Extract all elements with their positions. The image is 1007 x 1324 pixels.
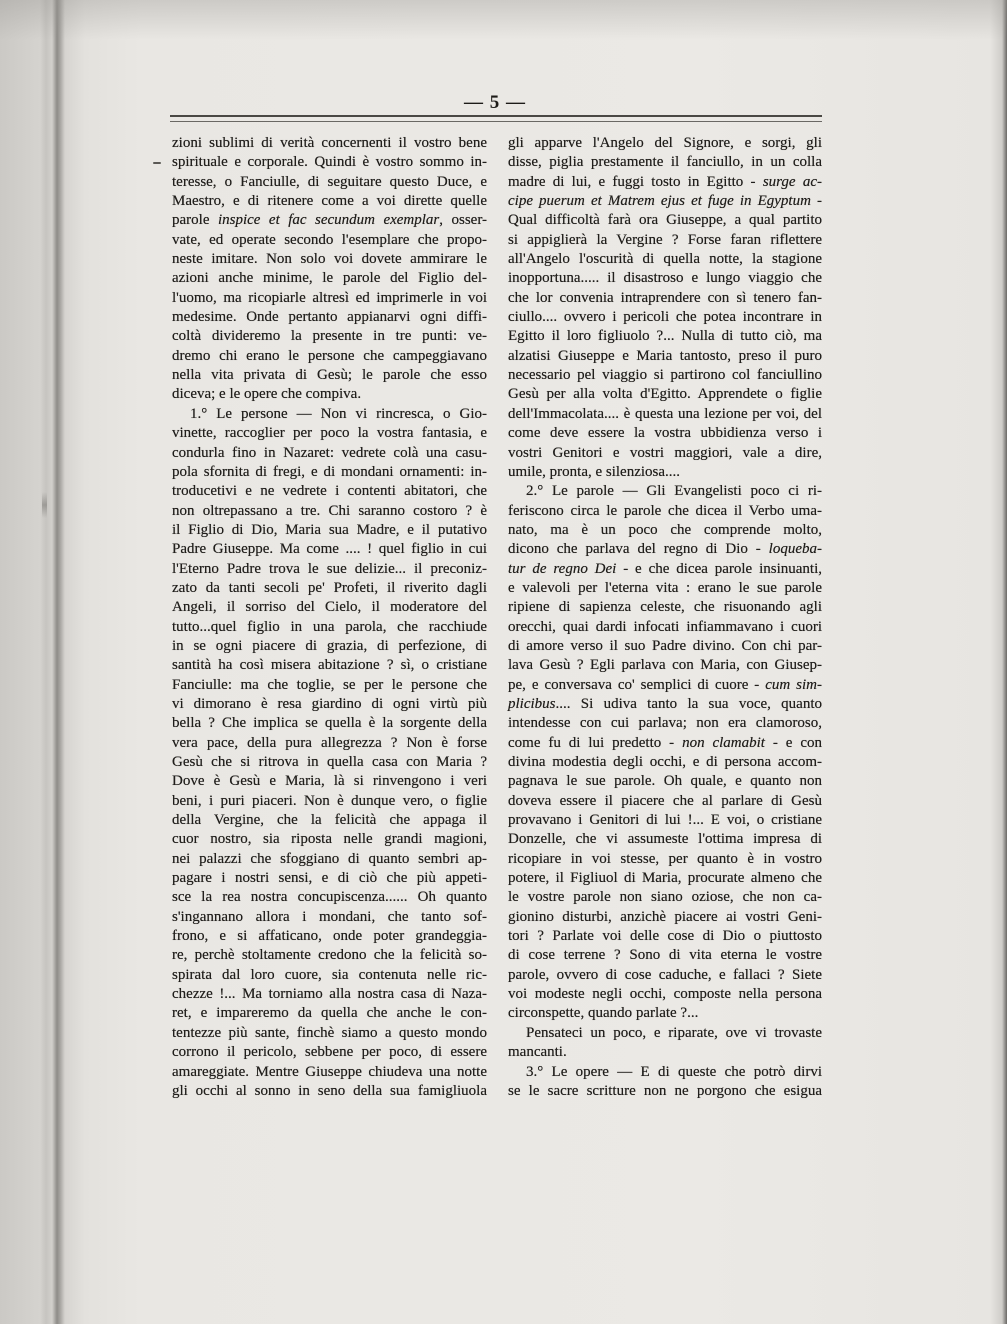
text-line: s'ingannano allora i mondani, che tanto sof-	[172, 908, 487, 925]
text-line: pagare i nostri sensi, e di ciò che più appeti-	[172, 870, 487, 887]
text-line	[172, 211, 487, 230]
text-line: gli apparve l'Angelo del Signore, e sorgi, gli	[508, 135, 822, 151]
text-line: beni, i puri piaceri. Non è dunque vero, o figlie	[172, 792, 487, 809]
text-line: di amore verso il suo Padre divino. Con chi par-	[508, 637, 822, 654]
text-line: zioni sublimi di verità concernenti il vostro bene	[172, 135, 487, 151]
scan-top-shadow	[0, 0, 1007, 40]
text-line	[508, 676, 822, 695]
latin-quote: plicibus	[508, 695, 556, 712]
text-line: all'Angelo l'oscurità di quella notte, la stagione	[508, 251, 822, 268]
text-line: coltà divideremo la presente in tre punti: ve-	[172, 328, 487, 345]
text-line: necessario pel viaggio si partirono col fanciullino	[508, 367, 822, 384]
text-line: dell'Immacolata.... è questa una lezione per voi, del	[508, 405, 822, 422]
text-line: alzatisi Giuseppe e Maria tantosto, preso il puro	[508, 347, 822, 364]
latin-quote: cipe puerum et Matrem ejus et fuge in Egyptum	[508, 193, 811, 210]
text-line: il Figlio di Dio, Maria sua Madre, e il putativo	[172, 521, 487, 538]
text-line: mancanti.	[508, 1044, 567, 1061]
text-line: e valevoli per l'eterna vita : erano le sue parole	[508, 579, 822, 596]
text-line: parole, ovvero di cose caduche, e fallaci ? Siete	[508, 966, 822, 983]
section-heading-line: 2.° Le parole — Gli Evangelisti poco ci ri-	[526, 483, 822, 500]
text-line: Egitto il loro figliuolo ?... Nulla di tutto ciò, ma	[508, 328, 822, 345]
text-line: pagnava le sue parole. Oh quale, e quanto non	[508, 773, 822, 790]
text-segment: dicono che parlava del regno di Dio -	[508, 541, 769, 558]
text-line: doveva essere il piacere che al parlare di Gesù	[508, 792, 822, 809]
text-line: l'uomo, ma ricopiarle altresì ed imprimerle in voi	[172, 289, 487, 306]
page-number: — 5 —	[464, 92, 526, 113]
text-segment: - e che dicea parole insinuanti,	[616, 560, 822, 577]
text-line: troducetivi e ne vedrete i contenti abitatori, che	[172, 483, 487, 500]
text-line: vi dimorano è resa giardino di ogni virtù più	[172, 695, 487, 712]
text-line: tentezze più sante, finchè siamo a questo mondo	[172, 1024, 487, 1041]
text-line: Padre Giuseppe. Ma come .... ! quel figlio in cui	[172, 541, 487, 558]
text-line: divina modestia degli occhi, e di persona accom-	[508, 754, 822, 770]
text-line: spirituale e corporale. Quindi è vostro sommo in-	[172, 154, 487, 171]
text-line: nella vita privata di Gesù; le parole che esso	[172, 367, 487, 384]
text-line: zato da tanti secoli pe' Profeti, il riverito dagli	[172, 579, 487, 596]
text-line: non oltrepassano a tre. Chi saranno costoro ? è	[172, 502, 487, 519]
text-line: le vostre parole non siano oziose, che non ca-	[508, 889, 822, 906]
right-column	[508, 134, 822, 1101]
latin-quote: cum sim-	[765, 676, 822, 693]
text-line	[508, 540, 822, 559]
latin-quote: non clamabit	[682, 734, 765, 751]
text-line: pola sfornita di fregi, e di mondani ornamenti: in-	[172, 463, 487, 480]
text-line: corrono il pericolo, sebbene per poco, di essere	[172, 1044, 487, 1061]
text-line: tori ? Parlate voi delle cose di Dio o piuttosto	[508, 928, 822, 945]
text-line	[508, 695, 822, 714]
text-line: Qual difficoltà farà ora Giuseppe, a qual partito	[508, 212, 822, 229]
text-line: gionino disturbi, anzichè piacere ai vostri Geni-	[508, 908, 822, 925]
text-line: disse, piglia prestamente il fanciullo, in un colla	[508, 154, 822, 171]
text-line: come deve essere la vostra ubbidienza verso i	[508, 425, 822, 442]
text-line: neste imitare. Non solo voi dovete ammirare le	[172, 251, 487, 268]
header-rule	[170, 115, 822, 122]
text-line	[508, 192, 822, 211]
section-heading-line: 1.° Le persone — Non vi rincresca, o Gio-	[190, 405, 487, 422]
text-line: santità ha così misera abitazione ? sì, o cristiane	[172, 657, 487, 674]
text-line: diceva; e le opere che compiva.	[172, 386, 362, 403]
text-line: amareggiate. Mentre Giuseppe chiudeva una notte	[172, 1063, 487, 1080]
text-line: umile, pronta, e silenziosa....	[508, 463, 681, 480]
left-column	[172, 134, 487, 1101]
text-line: Pensateci un poco, e riparate, ove vi trovaste	[526, 1024, 822, 1041]
text-line: ripiene di sapienza celeste, che risuonando agli	[508, 599, 822, 616]
margin-mark	[153, 162, 161, 164]
text-segment: come fu di lui predetto -	[508, 734, 683, 751]
text-line: teresse, o Fanciulle, di seguitare questo Duce, e	[172, 173, 487, 190]
text-line: potere, il Figliuol di Maria, procurate almeno che	[508, 870, 822, 887]
text-line: feriscono circa le parole che dicea il Verbo uma-	[508, 502, 822, 519]
text-line	[508, 734, 822, 753]
text-line: circonspette, quando parlate ?...	[508, 1005, 699, 1022]
text-line: vinette, raccoglier per poco la vostra fantasia, e	[172, 425, 487, 442]
text-line: dremo chi erano le persone che campeggiavano	[172, 347, 487, 364]
text-line: cuor nostro, sia riposta nelle grandi magioni,	[172, 831, 487, 848]
text-line: medesime. Onde pertanto appianarvi ogni diffi-	[172, 309, 487, 326]
latin-quote: inspice et fac secundum exemplar	[217, 212, 440, 229]
text-line: Dove è Gesù e Maria, là si rinvengono i veri	[172, 773, 487, 790]
text-segment: .... Si udiva tanto la sua voce, quanto	[555, 695, 822, 712]
text-line: bella ? Che implica se quella è la sorgente della	[172, 715, 487, 732]
text-line: in se ogni piacere di grazia, di perfezione, di	[172, 637, 487, 654]
text-segment: -	[810, 193, 823, 210]
text-line	[508, 560, 822, 579]
text-line: che lor convenia intraprendere con sì tenero fan-	[508, 289, 822, 306]
text-line: re, perchè stoltamente credono che la felicità so-	[172, 947, 487, 964]
text-segment: , osser-	[439, 212, 488, 229]
text-line: Gesù per alla volta d'Egitto. Apprendete o figlie	[508, 386, 822, 403]
text-segment: - e con	[764, 734, 822, 751]
text-line: provavano i Genitori di lui !... E voi, o cristiane	[508, 812, 822, 829]
text-line: vostri Genitori e vostri maggiori, vale a dire,	[508, 444, 822, 461]
text-line: Fanciulle: ma che toglie, se per le persone che	[172, 676, 487, 693]
text-line: frono, e si affaticano, onde poter grandeggia-	[172, 928, 487, 945]
text-line: azioni anche minime, le parole del Figlio del-	[172, 270, 487, 287]
text-line: ret, e impareremo da quella che anche le con-	[172, 1005, 487, 1022]
text-line: ricopiare in voi stesse, per quanto è in vostro	[508, 850, 822, 867]
text-line: Maestro, e di ritenere come a voi dirette quelle	[172, 193, 487, 210]
text-line: Gesù che si ritrova in quella casa con Maria ?	[172, 754, 487, 770]
text-line: se le sacre scritture non ne porgono che esigua	[508, 1082, 822, 1099]
text-line: l'Eterno Padre trova le sue delizie... il preconiz-	[172, 560, 487, 577]
text-line: di cose terrene ? Sono di vita eterna le vostre	[508, 947, 822, 964]
text-line: ciullo.... ovvero i pericoli che potea incontrare in	[508, 309, 822, 326]
latin-quote: surge ac-	[762, 173, 822, 190]
text-line: della Vergine, che la felicità che appaga il	[172, 812, 487, 829]
binding-mark	[42, 492, 47, 518]
text-line: inopportuna..... il disastroso e lungo viaggio che	[508, 270, 822, 287]
text-line: spirata dal loro cuore, sia contenuta nelle ric-	[172, 966, 487, 983]
latin-quote: loqueba-	[768, 541, 822, 558]
text-line: vate, ed operate secondo l'esemplare che propo-	[172, 231, 487, 248]
text-line: intendesse con cui parlava; non era clamoroso,	[508, 715, 822, 732]
text-line: condurla fino in Nazaret: vedrete colà una casu-	[172, 444, 487, 461]
text-line: orecchi, quai dardi infocati infiammavano i cuori	[508, 618, 822, 635]
section-heading-line: 3.° Le opere — E di queste che potrò dirvi	[526, 1063, 822, 1080]
latin-quote: tur de regno Dei	[508, 560, 617, 577]
text-line: chezze !... Ma torniamo alla nostra casa di Naza-	[172, 986, 487, 1003]
text-line: nei palazzi che sfoggiano di quanto sembri ap-	[172, 850, 487, 867]
text-segment: madre di lui, e fuggi tosto in Egitto -	[508, 173, 763, 190]
text-line: vera pace, della pura allegrezza ? Non è forse	[172, 734, 487, 751]
text-line: sce la rea nostra concupiscenza...... Oh quanto	[172, 889, 487, 906]
text-segment: pe, e conversava co' semplici di cuore -	[508, 676, 766, 693]
text-line: Donzelle, che vi assumeste l'ottima impresa di	[508, 831, 822, 848]
text-line: lava Gesù ? Egli parlava con Maria, con Giusep-	[508, 657, 822, 674]
text-line	[508, 173, 822, 192]
text-line: gli occhi al sonno in seno della sua famigliuola	[172, 1082, 487, 1099]
text-segment: parole	[172, 212, 218, 229]
text-line: voi modeste negli occhi, composte nella persona	[508, 986, 822, 1003]
text-line: nato, ma è un poco che comprende molto,	[508, 521, 822, 538]
text-line: Angeli, il sorriso del Cielo, il moderatore del	[172, 599, 487, 616]
text-line: si appiglierà la Vergine ? Forse faran riflettere	[508, 231, 822, 248]
text-line: tutto...quel figlio in una parola, che racchiude	[172, 618, 487, 635]
